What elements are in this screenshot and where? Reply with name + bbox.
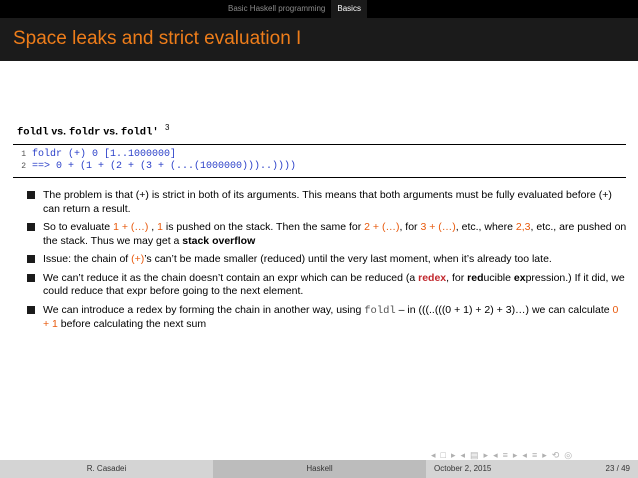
bullet-item-issue [27, 253, 627, 267]
bold-ex: ex [513, 271, 526, 284]
nav-frame-icon[interactable]: □ [440, 450, 446, 460]
footer-author: R. Casadei [0, 460, 213, 478]
bullet-square-icon [27, 255, 35, 263]
nav-section-basic-haskell[interactable]: Basic Haskell programming [228, 4, 326, 13]
text: , etc., are pushed on the stack. Thus we may get a [43, 221, 627, 247]
text: , [148, 221, 158, 233]
nav-section-icon[interactable]: ≡ [502, 450, 508, 460]
title-bar [0, 18, 638, 61]
math: 3 + (…) [420, 221, 456, 233]
text: – in (((..(((0 + 1) + 2) + 3)…) we can calculate [395, 303, 613, 316]
bullet-item-stack [27, 221, 627, 248]
bullet-square-icon [27, 306, 35, 314]
heading-foldr: foldr [68, 126, 101, 139]
stack-overflow-bold: stack overflow [182, 234, 256, 247]
text: We can’t reduce it as the chain doesn’t contain an expr which can be reduced (a [43, 271, 419, 284]
redex-term: redex [418, 271, 447, 284]
text: Issue: the chain of [43, 253, 132, 265]
text: , for [399, 221, 421, 233]
footer-subject: Haskell [213, 460, 426, 478]
nav-subsection-icon[interactable]: ▤ [470, 450, 479, 460]
code-text: ==> 0 + (1 + (2 + (3 + (...(1000000)))..)))) [32, 161, 297, 172]
heading-foldl: foldl [17, 126, 49, 139]
footer-date: October 2, 2015 [434, 464, 492, 473]
text: , etc., where [455, 221, 516, 233]
nav-next-frame-icon[interactable]: ▸ [450, 450, 456, 460]
nav-next-slide-icon[interactable]: ▸ [542, 450, 547, 460]
text: pression.) If it did, we could reduce that expr before going to the next element. [43, 271, 625, 297]
math: (+) [131, 253, 145, 265]
math: 2,3 [515, 221, 531, 233]
heading-vs-1: vs. [48, 125, 69, 138]
bullet-square-icon [27, 223, 35, 231]
bullet-text: The problem is that (+) is strict in both of its arguments. This means that both arguments must be fully evaluated before (+) can return a result. [43, 189, 612, 215]
nav-next-section-icon[interactable]: ▸ [512, 450, 518, 460]
code-heading [17, 123, 169, 139]
text: , for [446, 271, 468, 284]
nav-zoom-icon[interactable]: ◎ [564, 450, 573, 460]
math: 1 + (…) [113, 221, 149, 233]
line-number: 2 [21, 162, 26, 171]
code-text: foldr (+) 0 [1..1000000] [32, 149, 177, 160]
nav-search-icon[interactable]: ⟲ [551, 450, 560, 460]
nav-prev-subsection-icon[interactable]: ◂ [460, 450, 466, 460]
bullet-item-introduce [27, 304, 627, 332]
code-block [13, 144, 626, 178]
footer-date-page [426, 460, 638, 478]
footer-bar [0, 460, 638, 478]
heading-vs-2: vs. [100, 125, 121, 138]
bullet-square-icon [27, 191, 35, 199]
code-line-2 [13, 161, 626, 173]
bullet-square-icon [27, 274, 35, 282]
math: 1 [157, 221, 163, 233]
top-navigation-bar [0, 0, 638, 18]
text: So to evaluate [43, 221, 114, 233]
line-number: 1 [21, 150, 26, 159]
inline-code-foldl: foldl [364, 304, 396, 317]
text: We can introduce a redex by forming the chain in another way, using [43, 303, 365, 316]
text: is pushed on the stack. Then the same for [162, 221, 365, 233]
bullet-item-strict [27, 189, 627, 216]
nav-next-subsection-icon[interactable]: ▸ [483, 450, 489, 460]
text: before calculating the next sum [57, 318, 207, 330]
footnote-marker[interactable]: 3 [165, 123, 170, 132]
nav-section-basics[interactable]: Basics [331, 0, 367, 18]
nav-prev-slide-icon[interactable]: ◂ [522, 450, 527, 460]
bold-red: red [467, 271, 484, 284]
nav-prev-frame-icon[interactable]: ◂ [431, 450, 436, 460]
text: ’s can’t be made smaller (reduced) until the very last moment, when it’s already too late. [144, 253, 552, 265]
nav-prev-section-icon[interactable]: ◂ [493, 450, 498, 460]
footer-page-number: 23 / 49 [605, 464, 630, 473]
heading-foldl-prime: foldl' [120, 126, 159, 139]
bullet-list [27, 189, 627, 337]
math: 2 + (…) [364, 221, 400, 233]
code-line-1 [13, 149, 626, 161]
math: 0 + 1 [43, 303, 619, 330]
slide-title: Space leaks and strict evaluation I [13, 28, 302, 49]
nav-slide-icon[interactable]: ≡ [531, 450, 538, 460]
bullet-item-redex [27, 272, 627, 299]
text: ucible [483, 271, 514, 284]
